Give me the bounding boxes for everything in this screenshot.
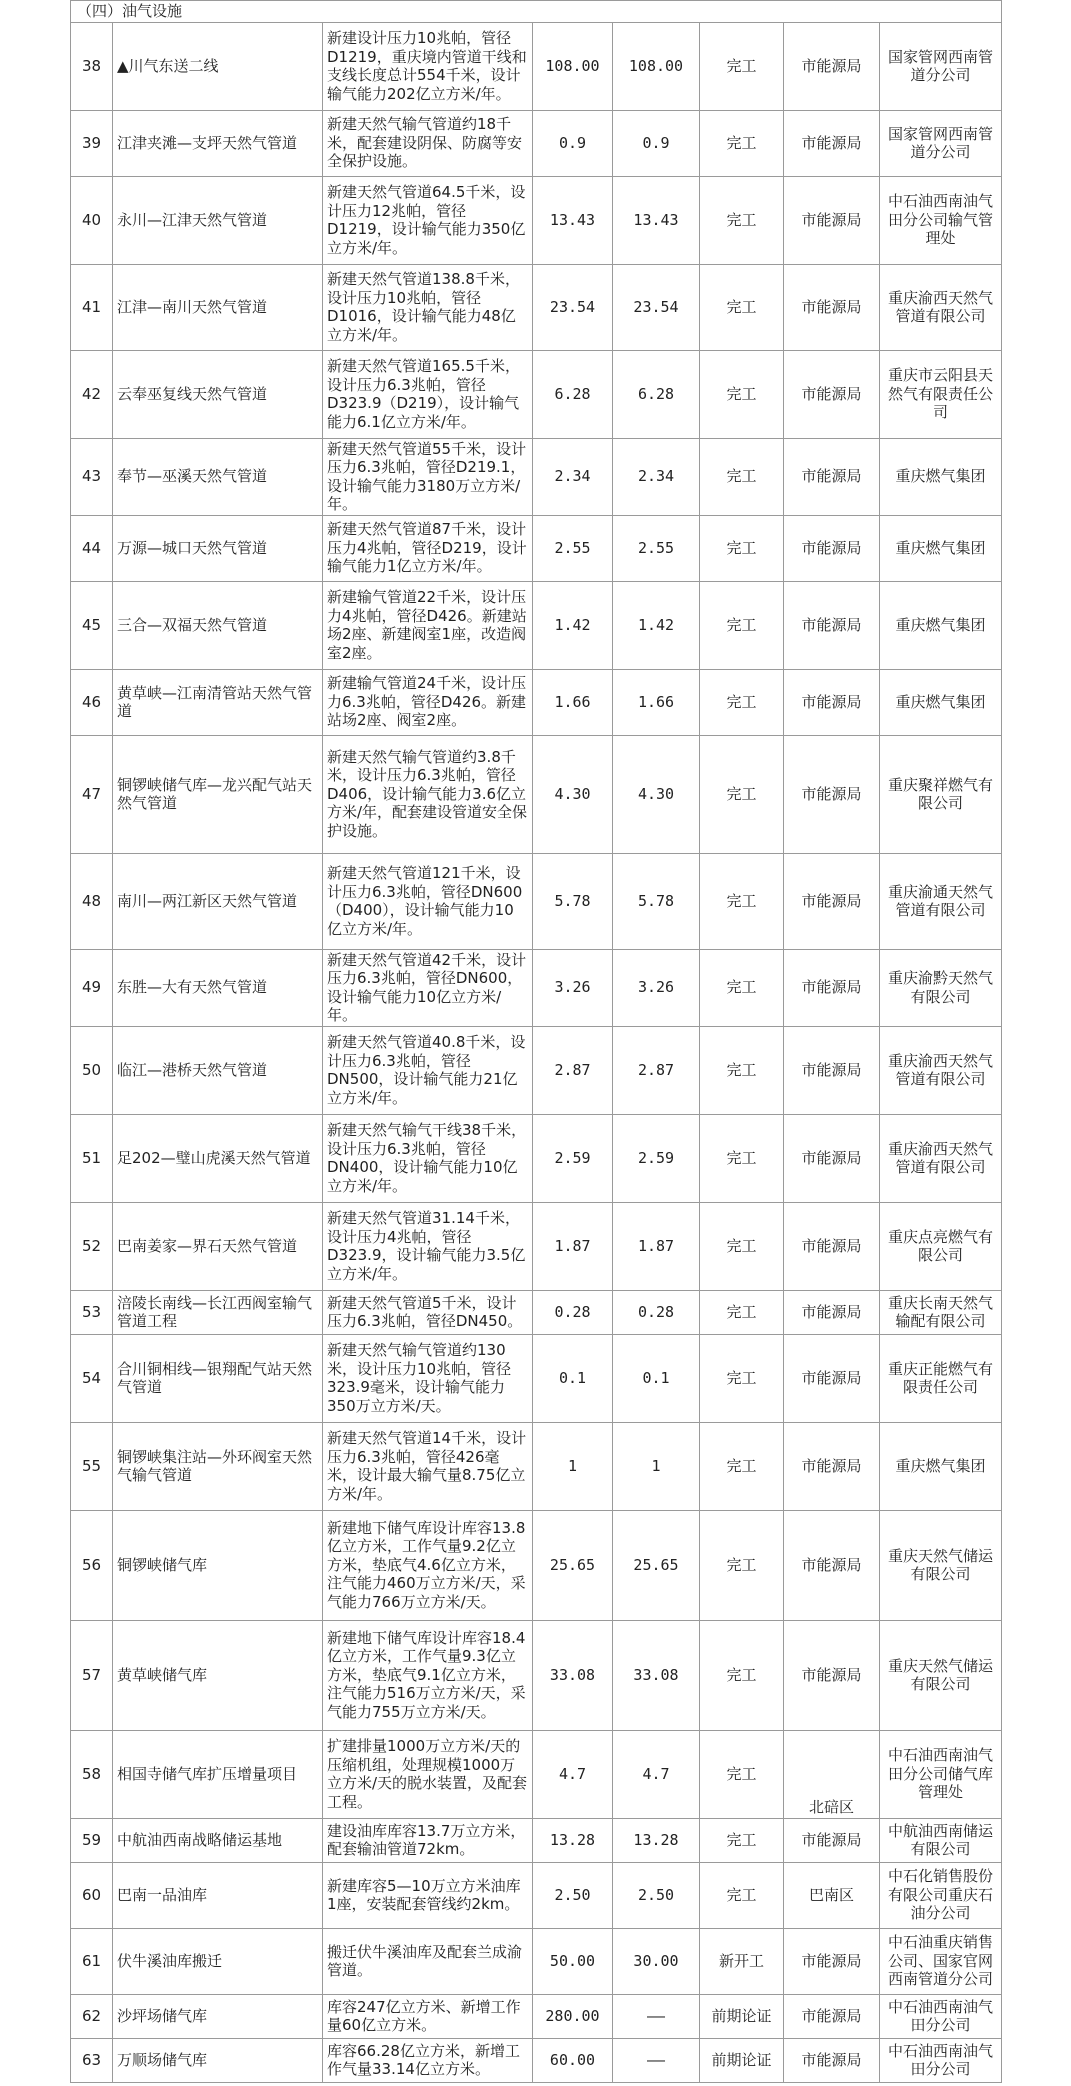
responsible-department: 市能源局 — [784, 1114, 880, 1202]
item-number: 58 — [71, 1730, 113, 1818]
project-description: 新建天然气管道42千米，设计压力6.3兆帕，管径DN600，设计输气能力10亿立方米/年。 — [323, 949, 533, 1026]
project-description: 新建天然气输气管道约130米，设计压力10兆帕，管径323.9毫米，设计输气能力350万立方米/天。 — [323, 1334, 533, 1422]
total-investment: 2.55 — [533, 515, 613, 581]
project-description: 新建天然气管道138.8千米，设计压力10兆帕，管径D1016，设计输气能力48亿立方米/年。 — [323, 264, 533, 350]
responsible-department: 市能源局 — [784, 1334, 880, 1422]
project-name: 临江—港桥天然气管道 — [113, 1026, 323, 1114]
table-row — [71, 1114, 1002, 1202]
project-owner: 重庆渝西天然气管道有限公司 — [880, 264, 1002, 350]
project-name: 铜锣峡储气库 — [113, 1510, 323, 1620]
item-number: 49 — [71, 949, 113, 1026]
responsible-department: 市能源局 — [784, 949, 880, 1026]
planned-investment: 0.1 — [613, 1334, 700, 1422]
project-owner: 国家管网西南管道分公司 — [880, 22, 1002, 110]
item-number: 43 — [71, 438, 113, 515]
item-number: 44 — [71, 515, 113, 581]
item-number: 47 — [71, 735, 113, 853]
item-number: 51 — [71, 1114, 113, 1202]
project-description: 新建天然气输气干线38千米，设计压力6.3兆帕，管径DN400，设计输气能力10亿立方米/年。 — [323, 1114, 533, 1202]
table-row — [71, 1862, 1002, 1928]
table-row — [71, 949, 1002, 1026]
responsible-department: 市能源局 — [784, 1994, 880, 2038]
item-number: 55 — [71, 1422, 113, 1510]
project-owner: 国家管网西南管道分公司 — [880, 110, 1002, 176]
table-row — [71, 1290, 1002, 1334]
planned-investment: 0.28 — [613, 1290, 700, 1334]
planned-investment: 1.66 — [613, 669, 700, 735]
table-row — [71, 669, 1002, 735]
table-row — [71, 1620, 1002, 1730]
responsible-department: 市能源局 — [784, 22, 880, 110]
project-description: 新建库容5—10万立方米油库1座，安装配套管线约2km。 — [323, 1862, 533, 1928]
project-name: 东胜—大有天然气管道 — [113, 949, 323, 1026]
section-header-row — [71, 1, 1002, 23]
table-row — [71, 1202, 1002, 1290]
project-status: 完工 — [700, 1620, 784, 1730]
responsible-department: 市能源局 — [784, 515, 880, 581]
project-status: 完工 — [700, 1422, 784, 1510]
responsible-department: 巴南区 — [784, 1862, 880, 1928]
project-name: 黄草峡—江南清管站天然气管道 — [113, 669, 323, 735]
item-number: 61 — [71, 1928, 113, 1994]
project-description: 建设油库库容13.7万立方米，配套输油管道72km。 — [323, 1818, 533, 1862]
table-row — [71, 350, 1002, 438]
planned-investment: 2.55 — [613, 515, 700, 581]
project-description: 新建天然气管道121千米，设计压力6.3兆帕，管径DN600（D400），设计输气能力10亿立方米/年。 — [323, 853, 533, 949]
project-owner: 重庆燃气集团 — [880, 515, 1002, 581]
planned-investment: 23.54 — [613, 264, 700, 350]
planned-investment: 3.26 — [613, 949, 700, 1026]
item-number: 54 — [71, 1334, 113, 1422]
project-name: 中航油西南战略储运基地 — [113, 1818, 323, 1862]
total-investment: 0.9 — [533, 110, 613, 176]
project-description: 新建天然气管道55千米，设计压力6.3兆帕，管径D219.1，设计输气能力3180万立方米/年。 — [323, 438, 533, 515]
planned-investment: 25.65 — [613, 1510, 700, 1620]
total-investment: 1.66 — [533, 669, 613, 735]
table-row — [71, 264, 1002, 350]
total-investment: 1 — [533, 1422, 613, 1510]
project-description: 新建天然气管道87千米，设计压力4兆帕，管径D219，设计输气能力1亿立方米/年。 — [323, 515, 533, 581]
total-investment: 4.30 — [533, 735, 613, 853]
table-row — [71, 853, 1002, 949]
total-investment: 280.00 — [533, 1994, 613, 2038]
project-status: 前期论证 — [700, 2038, 784, 2082]
planned-investment: —— — [613, 2038, 700, 2082]
project-status: 完工 — [700, 1290, 784, 1334]
project-name: 江津—南川天然气管道 — [113, 264, 323, 350]
project-name: 万源—城口天然气管道 — [113, 515, 323, 581]
project-name: ▲川气东送二线 — [113, 22, 323, 110]
project-name: 三合—双福天然气管道 — [113, 581, 323, 669]
responsible-department: 北碚区 — [784, 1730, 880, 1818]
project-status: 完工 — [700, 110, 784, 176]
planned-investment: —— — [613, 1994, 700, 2038]
table-row — [71, 2038, 1002, 2082]
item-number: 39 — [71, 110, 113, 176]
project-status: 前期论证 — [700, 1994, 784, 2038]
project-name: 巴南一品油库 — [113, 1862, 323, 1928]
planned-investment: 2.59 — [613, 1114, 700, 1202]
responsible-department: 市能源局 — [784, 350, 880, 438]
project-description: 库容247亿立方米、新增工作量60亿立方米。 — [323, 1994, 533, 2038]
item-number: 41 — [71, 264, 113, 350]
project-name: 万顺场储气库 — [113, 2038, 323, 2082]
planned-investment: 1.87 — [613, 1202, 700, 1290]
item-number: 46 — [71, 669, 113, 735]
project-description: 新建天然气输气管道约3.8千米，设计压力6.3兆帕，管径D406，设计输气能力3.6亿立方米/年，配套建设管道安全保护设施。 — [323, 735, 533, 853]
project-name: 沙坪场储气库 — [113, 1994, 323, 2038]
project-owner: 中航油西南储运有限公司 — [880, 1818, 1002, 1862]
planned-investment: 4.30 — [613, 735, 700, 853]
project-name: 江津夹滩—支坪天然气管道 — [113, 110, 323, 176]
responsible-department: 市能源局 — [784, 1818, 880, 1862]
responsible-department: 市能源局 — [784, 735, 880, 853]
project-status: 完工 — [700, 1114, 784, 1202]
project-owner: 中石油西南油气田分公司储气库管理处 — [880, 1730, 1002, 1818]
project-status: 完工 — [700, 176, 784, 264]
planned-investment: 0.9 — [613, 110, 700, 176]
total-investment: 5.78 — [533, 853, 613, 949]
project-description: 新建天然气输气管道约18千米，配套建设阴保、防腐等安全保护设施。 — [323, 110, 533, 176]
project-owner: 重庆点亮燃气有限公司 — [880, 1202, 1002, 1290]
project-status: 完工 — [700, 515, 784, 581]
total-investment: 13.43 — [533, 176, 613, 264]
project-description: 新建天然气管道165.5千米，设计压力6.3兆帕，管径D323.9（D219），设计输气能力6.1亿立方米/年。 — [323, 350, 533, 438]
planned-investment: 5.78 — [613, 853, 700, 949]
item-number: 59 — [71, 1818, 113, 1862]
project-name: 合川铜相线—银翔配气站天然气管道 — [113, 1334, 323, 1422]
item-number: 53 — [71, 1290, 113, 1334]
project-description: 新建地下储气库设计库容18.4亿立方米，工作气量9.3亿立方米，垫底气9.1亿立方米，注气能力516万立方米/天，采气能力755万立方米/天。 — [323, 1620, 533, 1730]
item-number: 48 — [71, 853, 113, 949]
project-name: 铜锣峡储气库—龙兴配气站天然气管道 — [113, 735, 323, 853]
planned-investment: 4.7 — [613, 1730, 700, 1818]
total-investment: 2.87 — [533, 1026, 613, 1114]
total-investment: 0.1 — [533, 1334, 613, 1422]
table-body — [71, 1, 1002, 2083]
total-investment: 4.7 — [533, 1730, 613, 1818]
responsible-department: 市能源局 — [784, 1928, 880, 1994]
project-name: 南川—两江新区天然气管道 — [113, 853, 323, 949]
project-description: 新建天然气管道64.5千米，设计压力12兆帕，管径D1219，设计输气能力350亿立方米/年。 — [323, 176, 533, 264]
table-row — [71, 22, 1002, 110]
planned-investment: 13.28 — [613, 1818, 700, 1862]
project-owner: 重庆渝黔天然气有限公司 — [880, 949, 1002, 1026]
planned-investment: 2.34 — [613, 438, 700, 515]
project-owner: 重庆长南天然气输配有限公司 — [880, 1290, 1002, 1334]
project-status: 完工 — [700, 735, 784, 853]
project-owner: 重庆燃气集团 — [880, 581, 1002, 669]
project-status: 完工 — [700, 1862, 784, 1928]
project-owner: 重庆市云阳县天然气有限责任公司 — [880, 350, 1002, 438]
project-description: 新建天然气管道40.8千米，设计压力6.3兆帕，管径DN500，设计输气能力21亿立方米/年。 — [323, 1026, 533, 1114]
project-status: 完工 — [700, 581, 784, 669]
project-owner: 重庆燃气集团 — [880, 669, 1002, 735]
total-investment: 0.28 — [533, 1290, 613, 1334]
project-description: 新建地下储气库设计库容13.8亿立方米，工作气量9.2亿立方米，垫底气4.6亿立方米，注气能力460万立方米/天，采气能力766万立方米/天。 — [323, 1510, 533, 1620]
project-description: 新建设计压力10兆帕，管径D1219，重庆境内管道干线和支线长度总计554千米，设计输气能力202亿立方米/年。 — [323, 22, 533, 110]
project-name: 涪陵长南线—长江西阀室输气管道工程 — [113, 1290, 323, 1334]
item-number: 62 — [71, 1994, 113, 2038]
project-owner: 中石油西南油气田分公司输气管理处 — [880, 176, 1002, 264]
project-status: 完工 — [700, 1510, 784, 1620]
responsible-department: 市能源局 — [784, 1202, 880, 1290]
project-owner: 重庆天然气储运有限公司 — [880, 1620, 1002, 1730]
responsible-department: 市能源局 — [784, 581, 880, 669]
item-number: 52 — [71, 1202, 113, 1290]
project-status: 完工 — [700, 1334, 784, 1422]
total-investment: 2.34 — [533, 438, 613, 515]
total-investment: 60.00 — [533, 2038, 613, 2082]
project-description: 库容66.28亿立方米，新增工作气量33.14亿立方米。 — [323, 2038, 533, 2082]
project-owner: 重庆天然气储运有限公司 — [880, 1510, 1002, 1620]
project-name: 奉节—巫溪天然气管道 — [113, 438, 323, 515]
item-number: 57 — [71, 1620, 113, 1730]
item-number: 45 — [71, 581, 113, 669]
project-owner: 重庆聚祥燃气有限公司 — [880, 735, 1002, 853]
project-status: 完工 — [700, 1818, 784, 1862]
responsible-department: 市能源局 — [784, 1290, 880, 1334]
project-name: 相国寺储气库扩压增量项目 — [113, 1730, 323, 1818]
total-investment: 1.42 — [533, 581, 613, 669]
project-owner: 重庆渝通天然气管道有限公司 — [880, 853, 1002, 949]
responsible-department: 市能源局 — [784, 853, 880, 949]
responsible-department: 市能源局 — [784, 264, 880, 350]
project-status: 新开工 — [700, 1928, 784, 1994]
project-status: 完工 — [700, 669, 784, 735]
item-number: 50 — [71, 1026, 113, 1114]
project-description: 新建输气管道22千米，设计压力4兆帕，管径D426。新建站场2座、新建阀室1座，改造阀室2座。 — [323, 581, 533, 669]
table-row — [71, 1026, 1002, 1114]
item-number: 56 — [71, 1510, 113, 1620]
project-description: 新建输气管道24千米，设计压力6.3兆帕，管径D426。新建站场2座、阀室2座。 — [323, 669, 533, 735]
planned-investment: 30.00 — [613, 1928, 700, 1994]
planned-investment: 13.43 — [613, 176, 700, 264]
item-number: 60 — [71, 1862, 113, 1928]
project-owner: 中石油西南油气田分公司 — [880, 2038, 1002, 2082]
project-name: 足202—璧山虎溪天然气管道 — [113, 1114, 323, 1202]
total-investment: 25.65 — [533, 1510, 613, 1620]
total-investment: 3.26 — [533, 949, 613, 1026]
planned-investment: 108.00 — [613, 22, 700, 110]
table-row — [71, 438, 1002, 515]
project-owner: 中石化销售股份有限公司重庆石油分公司 — [880, 1862, 1002, 1928]
project-description: 新建天然气管道14千米，设计压力6.3兆帕，管径426毫米，设计最大输气量8.75亿立方米/年。 — [323, 1422, 533, 1510]
project-description: 新建天然气管道5千米，设计压力6.3兆帕，管径DN450。 — [323, 1290, 533, 1334]
table-row — [71, 1422, 1002, 1510]
table-row — [71, 1510, 1002, 1620]
section-title: （四）油气设施 — [71, 1, 1002, 23]
table-row — [71, 1818, 1002, 1862]
item-number: 38 — [71, 22, 113, 110]
planned-investment: 1.42 — [613, 581, 700, 669]
project-owner: 中石油西南油气田分公司 — [880, 1994, 1002, 2038]
project-description: 扩建排量1000万立方米/天的压缩机组，处理规模1000万立方米/天的脱水装置，及配套工程。 — [323, 1730, 533, 1818]
project-owner: 重庆燃气集团 — [880, 438, 1002, 515]
project-status: 完工 — [700, 350, 784, 438]
table-row — [71, 735, 1002, 853]
total-investment: 1.87 — [533, 1202, 613, 1290]
project-owner: 重庆渝西天然气管道有限公司 — [880, 1026, 1002, 1114]
project-status: 完工 — [700, 22, 784, 110]
responsible-department: 市能源局 — [784, 1510, 880, 1620]
table-row — [71, 1928, 1002, 1994]
item-number: 42 — [71, 350, 113, 438]
planned-investment: 1 — [613, 1422, 700, 1510]
total-investment: 23.54 — [533, 264, 613, 350]
total-investment: 13.28 — [533, 1818, 613, 1862]
responsible-department: 市能源局 — [784, 438, 880, 515]
planned-investment: 33.08 — [613, 1620, 700, 1730]
project-owner: 中石油重庆销售公司、国家官网西南管道分公司 — [880, 1928, 1002, 1994]
project-status: 完工 — [700, 853, 784, 949]
project-name: 永川—江津天然气管道 — [113, 176, 323, 264]
table-row — [71, 1730, 1002, 1818]
projects-table — [70, 0, 1002, 2083]
responsible-department: 市能源局 — [784, 1422, 880, 1510]
responsible-department: 市能源局 — [784, 2038, 880, 2082]
total-investment: 2.59 — [533, 1114, 613, 1202]
project-owner: 重庆燃气集团 — [880, 1422, 1002, 1510]
table-row — [71, 581, 1002, 669]
total-investment: 6.28 — [533, 350, 613, 438]
table-row — [71, 1994, 1002, 2038]
total-investment: 33.08 — [533, 1620, 613, 1730]
responsible-department: 市能源局 — [784, 1026, 880, 1114]
project-status: 完工 — [700, 438, 784, 515]
responsible-department: 市能源局 — [784, 1620, 880, 1730]
project-owner: 重庆渝西天然气管道有限公司 — [880, 1114, 1002, 1202]
project-name: 巴南姜家—界石天然气管道 — [113, 1202, 323, 1290]
project-name: 铜锣峡集注站—外环阀室天然气输气管道 — [113, 1422, 323, 1510]
project-owner: 重庆正能燃气有限责任公司 — [880, 1334, 1002, 1422]
project-status: 完工 — [700, 1202, 784, 1290]
planned-investment: 6.28 — [613, 350, 700, 438]
project-name: 云奉巫复线天然气管道 — [113, 350, 323, 438]
item-number: 63 — [71, 2038, 113, 2082]
total-investment: 108.00 — [533, 22, 613, 110]
table-row — [71, 176, 1002, 264]
project-name: 黄草峡储气库 — [113, 1620, 323, 1730]
table-row — [71, 110, 1002, 176]
project-status: 完工 — [700, 1026, 784, 1114]
project-description: 搬迁伏牛溪油库及配套兰成渝管道。 — [323, 1928, 533, 1994]
total-investment: 50.00 — [533, 1928, 613, 1994]
project-status: 完工 — [700, 949, 784, 1026]
project-status: 完工 — [700, 264, 784, 350]
table-row — [71, 515, 1002, 581]
total-investment: 2.50 — [533, 1862, 613, 1928]
project-description: 新建天然气管道31.14千米，设计压力4兆帕，管径D323.9，设计输气能力3.5亿立方米/年。 — [323, 1202, 533, 1290]
responsible-department: 市能源局 — [784, 176, 880, 264]
project-name: 伏牛溪油库搬迁 — [113, 1928, 323, 1994]
planned-investment: 2.50 — [613, 1862, 700, 1928]
responsible-department: 市能源局 — [784, 110, 880, 176]
project-status: 完工 — [700, 1730, 784, 1818]
responsible-department: 市能源局 — [784, 669, 880, 735]
planned-investment: 2.87 — [613, 1026, 700, 1114]
table-row — [71, 1334, 1002, 1422]
item-number: 40 — [71, 176, 113, 264]
